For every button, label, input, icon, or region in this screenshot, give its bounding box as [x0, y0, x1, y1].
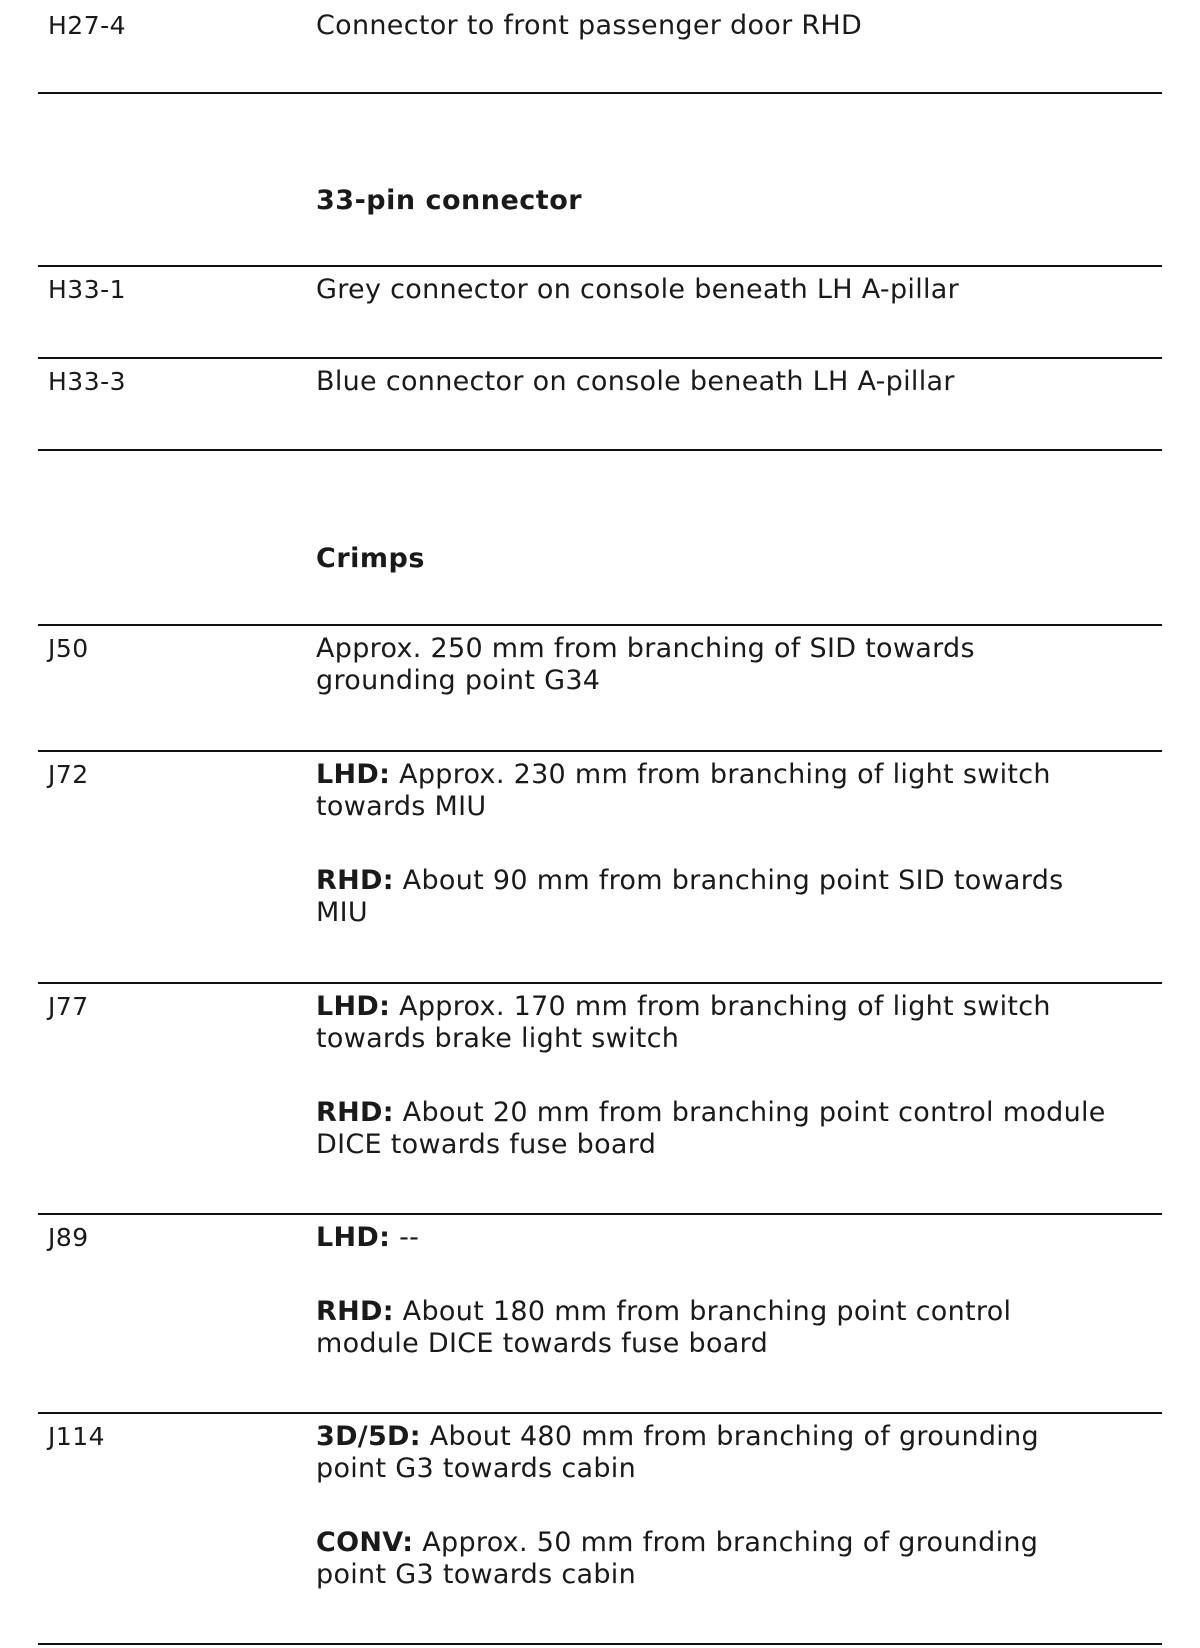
- description-line: point G3 towards cabin: [316, 1559, 637, 1590]
- description-paragraph: [316, 1222, 1136, 1254]
- variant-label: RHD:: [316, 1296, 394, 1327]
- connector-code: H33-3: [48, 367, 127, 396]
- variant-label: LHD:: [316, 1222, 391, 1253]
- divider: [38, 1643, 1162, 1645]
- connector-code: H27-4: [48, 11, 127, 40]
- description-line: --: [390, 1222, 420, 1253]
- description-line: towards MIU: [316, 791, 487, 822]
- connector-code: H33-1: [48, 275, 127, 304]
- variant-label: RHD:: [316, 1097, 394, 1128]
- divider: [38, 265, 1162, 267]
- description-line: Approx. 170 mm from branching of light switch: [390, 991, 1051, 1022]
- description-line: module DICE towards fuse board: [316, 1328, 769, 1359]
- crimp-description: [316, 633, 1136, 697]
- description-line: About 20 mm from branching point control module: [393, 1097, 1106, 1128]
- section-heading: 33-pin connector: [316, 185, 583, 216]
- description-paragraph: [316, 991, 1136, 1055]
- variant-label: CONV:: [316, 1527, 414, 1558]
- crimp-code: J50: [48, 634, 89, 663]
- section-heading: Crimps: [316, 543, 425, 574]
- connector-description: Grey connector on console beneath LH A-pillar: [316, 274, 960, 305]
- description-line: About 180 mm from branching point control: [393, 1296, 1012, 1327]
- variant-label: LHD:: [316, 759, 391, 790]
- variant-label: RHD:: [316, 865, 394, 896]
- description-line: point G3 towards cabin: [316, 1453, 637, 1484]
- description-paragraph: [316, 633, 1136, 697]
- crimp-description: [316, 1421, 1136, 1591]
- description-paragraph: [316, 1097, 1136, 1161]
- description-line: Approx. 250 mm from branching of SID towards: [316, 633, 975, 664]
- crimp-description: [316, 759, 1136, 929]
- variant-label: LHD:: [316, 991, 391, 1022]
- description-line: About 90 mm from branching point SID towards: [393, 865, 1064, 896]
- crimp-code: J72: [48, 760, 89, 789]
- description-paragraph: [316, 865, 1136, 929]
- description-line: About 480 mm from branching of grounding: [420, 1421, 1039, 1452]
- divider: [38, 92, 1162, 94]
- description-paragraph: [316, 1527, 1136, 1591]
- divider: [38, 357, 1162, 359]
- description-paragraph: [316, 1296, 1136, 1360]
- crimp-description: [316, 991, 1136, 1161]
- divider: [38, 1412, 1162, 1414]
- description-paragraph: [316, 759, 1136, 823]
- divider: [38, 624, 1162, 626]
- connector-description: Blue connector on console beneath LH A-pillar: [316, 366, 955, 397]
- description-line: MIU: [316, 897, 368, 928]
- description-line: Approx. 230 mm from branching of light switch: [390, 759, 1051, 790]
- divider: [38, 1213, 1162, 1215]
- connector-description: Connector to front passenger door RHD: [316, 10, 863, 41]
- variant-label: 3D/5D:: [316, 1421, 421, 1452]
- crimp-code: J89: [48, 1223, 89, 1252]
- description-line: Approx. 50 mm from branching of grounding: [413, 1527, 1039, 1558]
- description-paragraph: [316, 1421, 1136, 1485]
- crimp-code: J77: [48, 992, 89, 1021]
- divider: [38, 982, 1162, 984]
- crimp-description: [316, 1222, 1136, 1360]
- crimp-code: J114: [48, 1422, 106, 1451]
- description-line: DICE towards fuse board: [316, 1129, 657, 1160]
- description-line: grounding point G34: [316, 665, 601, 696]
- description-line: towards brake light switch: [316, 1023, 680, 1054]
- divider: [38, 449, 1162, 451]
- divider: [38, 750, 1162, 752]
